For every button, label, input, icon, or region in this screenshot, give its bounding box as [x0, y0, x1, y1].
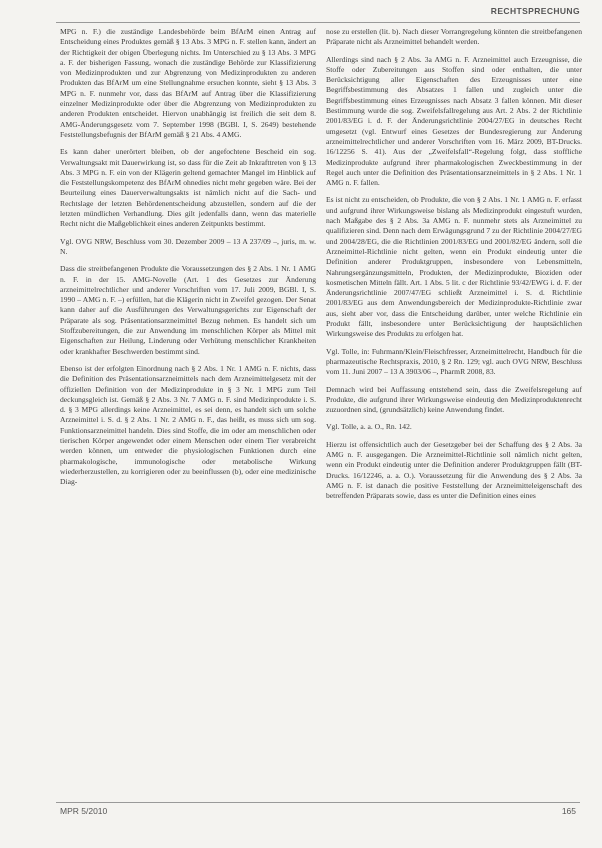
section-header: RECHTSPRECHUNG	[490, 6, 580, 16]
paragraph: Es ist nicht zu entscheiden, ob Produkte, die von § 2 Abs. 1 Nr. 1 AMG n. F. erfasst und aufgrund ihrer Wirkungsweise bislang als Medizinprodukt eingestuft wurden, nach Maßgabe des § 2 Abs. 3a AMG n. F. nunmehr stets als Arzneimittel zu qualifizieren sind. Denn nach dem Erwägungsgrund 7 zu der Richtlinie 2004/27/EG und 2004/28/EG, die die Richtlinien 2001/83/EG und 2001/82/EG ändern, soll die Arzneimittel-Richtlinie nicht gelten, wenn ein Produkt eindeutig unter die Definition anderer Produktgruppen, insbesondere von Lebensmitteln, Nahrungsergänzungsmitteln, Produkten, der Medizinprodukte, Bioziden oder kosmetischen Mitteln fällt. Art. 1 Abs. 5 lit. c der Richtlinie 93/42/EWG i. d. F. der Änderungsrichtlinie 2007/47/EG schließt Arzneimittel i. S. d. Richtlinie 2001/83/EG aus dem Anwendungsbereich der Medizinprodukte-Richtlinie zwar aus, sieht aber vor, dass die Entscheidung darüber, unter welche Richtlinie ein Produkt fällt, insbesondere unter Berücksichtigung der hauptsächlichen Wirkungsweise des Produkts zu erfolgen hat.	[326, 195, 582, 339]
paragraph: Dass die streitbefangenen Produkte die Voraussetzungen des § 2 Abs. 1 Nr. 1 AMG n. F. in der 15. AMG-Novelle (Art. 1 des Gesetzes zur Änderung arzneimittelrechtlicher und anderer Vorschriften vom 17. Juli 2009, BGBl. I, S. 1990 – AMG n. F. –) erfüllen, hat die Klägerin nicht in Zweifel gezogen. Der Senat kann daher auf die Ausführungen des Verwaltungsgerichts zur Eigenschaft der Präparate als sog. Präsentationsarzneimittel Bezug nehmen. Es handelt sich um Stoffzubereitungen, die zur Anwendung im menschlichen Körper als Mittel mit Eigenschaften zur Heilung, Linderung oder Verhütung menschlicher Krankheiten oder krankhafter Beschwerden bestimmt sind.	[60, 264, 316, 356]
paragraph: Ebenso ist der erfolgten Einordnung nach § 2 Abs. 1 Nr. 1 AMG n. F. nichts, dass die Definition des Präsentationsarzneimittels nach dem Arzneimittelgesetz mit der offiziellen Definition von der Medizinprodukte in § 3 Nr. 1 MPG zum Teil deckungsgleich ist. Gemäß § 2 Abs. 3 Nr. 7 AMG n. F. sind Medizinprodukte i. S. d. § 3 MPG allerdings keine Arzneimittel, es sei denn, es handelt sich um solche Arzneimittel i. S. d. § 2 Abs. 1 Nr. 2 AMG n. F., das heißt, es muss sich um sog. Funktionsarzneimittel handeln. Dies sind Stoffe, die im oder am menschlichen oder tierischen Körper angewendet oder einem Menschen oder einem Tier verabreicht werden können, um entweder die physiologischen Funktionen durch eine pharmakologische, immunologische oder metabolische Wirkung wiederherzustellen, zu korrigieren oder zu beeinflussen (b), oder eine medizinische Diag-	[60, 363, 316, 487]
page-number: 165	[561, 806, 576, 816]
journal-issue: MPR 5/2010	[60, 806, 108, 816]
citation: Vgl. OVG NRW, Beschluss vom 30. Dezember 2009 – 13 A 237/09 –, juris, m. w. N.	[60, 236, 316, 256]
right-column	[326, 27, 582, 508]
footer-rule	[56, 802, 580, 803]
paragraph: MPG n. F.) die zuständige Landesbehörde beim BfArM einen Antrag auf Entscheidung eines Produktes gemäß § 13 Abs. 3 MPG n. F. stellen kann, ändert an der Richtigkeit der obigen Überlegung nichts. Im Unterschied zu § 13 Abs. 3 MPG a. F. der bisherigen Fassung, wonach die zuständige Behörde zur Klassifizierung von Medizinprodukten und zur Abgrenzung von Medizinprodukten zu anderen Produkten das BfArM um eine Stellungnahme ersuchen konnte, sieht § 13 Abs. 3 MPG n. F. nunmehr vor, dass das BfArM auf Antrag über die Klassifizierung einzelner Medizinprodukte oder über die Abgrenzung von Medizinprodukten zu anderen Produkten entscheidet. Hiervon unabhängig ist freilich die seit dem 8. AMG-Änderungsgesetz vom 7. September 1998 (BGBl. I, S. 2649) bestehende Feststellungsbefugnis der BfArM gemäß § 21 Abs. 4 AMG.	[60, 27, 316, 139]
paragraph: Allerdings sind nach § 2 Abs. 3a AMG n. F. Arzneimittel auch Erzeugnisse, die Stoffe oder Zubereitungen aus Stoffen sind oder enthalten, die unter Berücksichtigung aller Eigenschaften des Erzeugnisses unter eine Begriffsbestimmung des Absatzes 1 fallen und zugleich unter die Begriffsbestimmung eines Erzeugnisses nach Absatz 3 fallen können. Mit dieser Bestimmung wurde die sog. Zweifelsfallregelung aus Art. 2 Abs. 2 der Richtlinie 2001/83/EG i. d. F. der Änderungsrichtlinie 2004/27/EG in deutsches Recht umgesetzt (vgl. Entwurf eines Gesetzes der Bundesregierung zur Änderung arzneimittelrechtlicher und anderer Vorschriften vom 16. März 2009, BT-Drucks. 16/12256 S. 41). Aus der „Zweifelsfall“-Regelung folgt, dass stoffliche Medizinprodukte aufgrund ihrer pharmakologischen Zweckbestimmung in der Regel auch unter die Definition des Präsentationsarzneimittels in § 2 Abs. 1 Nr. 1 AMG n. F. fallen.	[326, 54, 582, 188]
paragraph: Hierzu ist offensichtlich auch der Gesetzgeber bei der Schaffung des § 2 Abs. 3a AMG n. F. ausgegangen. Die Arzneimittel-Richtlinie soll nämlich nicht gelten, wenn ein Produkt eindeutig unter die Definition anderer Produktgruppen fällt (BT-Drucks. 16/12246, a. a. O.). Voraussetzung für die Anwendung des § 2 Abs. 3a AMG n. F. ist danach die positive Feststellung der Arzneimitteleigenschaft des betreffenden Präparats sowie, dass es unter die Definition eines eines	[326, 439, 582, 501]
left-column	[60, 27, 316, 494]
citation: Vgl. Tolle, in: Fuhrmann/Klein/Fleischfresser, Arzneimittelrecht, Handbuch für die pharmazeutische Rechtspraxis, 2010, § 2 Rn. 129; vgl. auch OVG NRW, Beschluss vom 11. Juni 2007 – 13 A 3903/06 –, PharmR 2008, 83.	[326, 346, 582, 377]
paragraph: Es kann daher unerörtert bleiben, ob der angefochtene Bescheid ein sog. Verwaltungsakt mit Dauerwirkung ist, so dass für die Zeit ab Inkrafttreten von § 13 Abs. 3 MPG n. F. ein von der Klägerin geltend gemachter Mangel im Hinblick auf die Feststellungskompetenz des BfArM ohnedies nicht mehr gegeben wäre. Bei der Beurteilung eines Dauerverwaltungsakts ist nämlich nicht auf die Sach- und Rechtslage der letzten Behördenentscheidung abzustellen, sondern auf die der letzten mündlichen Verhandlung. Dies gilt jedenfalls dann, wenn das materielle Recht nicht die Maßgeblichkeit eines anderen Zeitpunkts bestimmt.	[60, 147, 316, 229]
citation: Vgl. Tolle, a. a. O., Rn. 142.	[326, 422, 412, 432]
paragraph: nose zu erstellen (lit. b). Nach dieser Vorrangregelung könnten die streitbefangenen Präparate nicht als Arzneimittel behandelt werden.	[326, 27, 582, 47]
paragraph: Demnach wird bei Auffassung entstehend sein, dass die Zweifelsregelung auf Produkte, die aufgrund ihrer Wirkungsweise eindeutig den Medizinproduktenrecht zuzuordnen sind, (grundsätzlich) keine Anwendung findet.	[326, 384, 582, 415]
header-rule	[56, 22, 580, 23]
